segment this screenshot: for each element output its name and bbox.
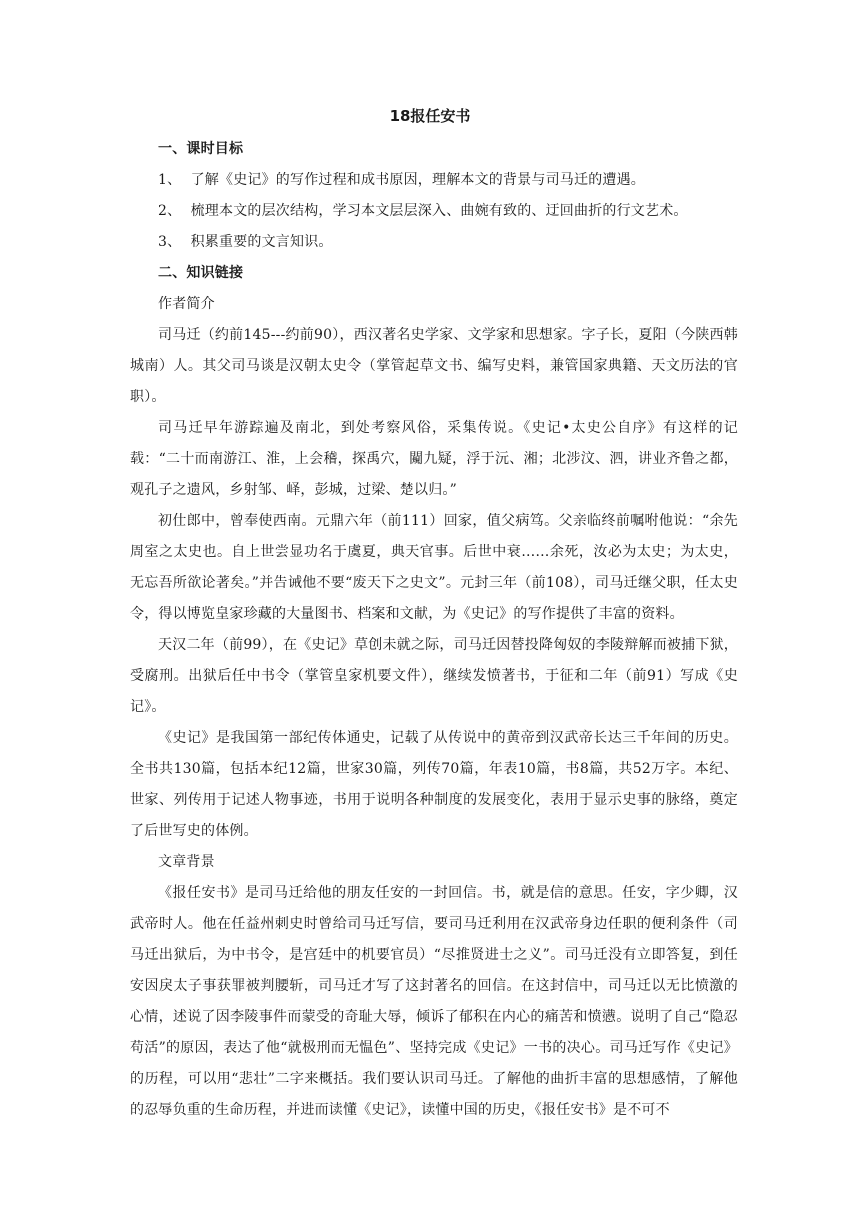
goal-item: 3、 积累重要的文言知识。 <box>158 234 333 250</box>
goal-item: 2、 梳理本文的层次结构，学习本文层层深入、曲婉有致的、迂回曲折的行文艺术。 <box>158 203 688 219</box>
sub-heading-background: 文章背景 <box>158 854 215 870</box>
paragraph: 司马迁早年游踪遍及南北，到处考察风俗，采集传说。《史记•太史公自序》有这样的记载：“二十而南游江、淮，上会稽，探禹穴，闚九疑，浮于沅、湘；北涉汶、泗，讲业齐鲁之都，观孔子之遗风，乡射邹、峄，彭城，过梁、楚以归。” <box>130 420 738 498</box>
document-title: 18报任安书 <box>389 107 471 125</box>
section-heading-knowledge: 二、知识链接 <box>158 265 244 281</box>
section-heading-goals: 一、课时目标 <box>158 141 244 157</box>
goal-item: 1、 了解《史记》的写作过程和成书原因，理解本文的背景与司马迁的遭遇。 <box>158 172 646 188</box>
paragraph: 初仕郎中，曾奉使西南。元鼎六年（前111）回家，值父病笃。父亲临终前嘱咐他说：“余先周室之太史也。自上世尝显功名于虞夏，典天官事。后世中衰……余死，汝必为太史；为太史，无忘吾所欲论著矣。”并告诫他不要“废天下之史文”。元封三年（前108），司马迁继父职，任太史令，得以博览皇家珍藏的大量图书、档案和文献，为《史记》的写作提供了丰富的资料。 <box>130 513 738 622</box>
paragraph: 司马迁（约前145---约前90），西汉著名史学家、文学家和思想家。字子长，夏阳（今陕西韩城南）人。其父司马谈是汉朝太史令（掌管起草文书、编写史料，兼管国家典籍、天文历法的官职）。 <box>130 327 738 405</box>
paragraph: 《史记》是我国第一部纪传体通史，记载了从传说中的黄帝到汉武帝长达三千年间的历史。全书共130篇，包括本纪12篇，世家30篇，列传70篇，年表10篇，书8篇，共52万字。本纪、世家、列传用于记述人物事迹，书用于说明各种制度的发展变化，表用于显示史事的脉络，奠定了后世写史的体例。 <box>130 730 738 839</box>
sub-heading-author: 作者简介 <box>158 296 215 312</box>
document-body <box>130 134 738 1126</box>
paragraph: 天汉二年（前99），在《史记》草创未就之际，司马迁因替投降匈奴的李陵辩解而被捕下狱，受腐刑。出狱后任中书令（掌管皇家机要文件），继续发愤著书，于征和二年（前91）写成《史记》。 <box>130 637 738 715</box>
paragraph: 《报任安书》是司马迁给他的朋友任安的一封回信。书，就是信的意思。任安，字少卿，汉武帝时人。他在任益州刺史时曾给司马迁写信，要司马迁利用在汉武帝身边任职的便利条件（司马迁出狱后，为中书令，是宫廷中的机要官员）“尽推贤进士之义”。司马迁没有立即答复，到任安因戾太子事获罪被判腰斩，司马迁才写了这封著名的回信。在这封信中，司马迁以无比愤激的心情，述说了因李陵事件而蒙受的奇耻大辱，倾诉了郁积在内心的痛苦和愤懑。说明了自己“隐忍苟活”的原因，表达了他“就极刑而无愠色”、坚持完成《史记》一书的决心。司马迁写作《史记》的历程，可以用“悲壮”二字来概括。我们要认识司马迁。了解他的曲折丰富的思想感情，了解他的忍辱负重的生命历程，并进而读懂《史记》，读懂中国的历史，《报任安书》是不可不 <box>130 885 738 1118</box>
